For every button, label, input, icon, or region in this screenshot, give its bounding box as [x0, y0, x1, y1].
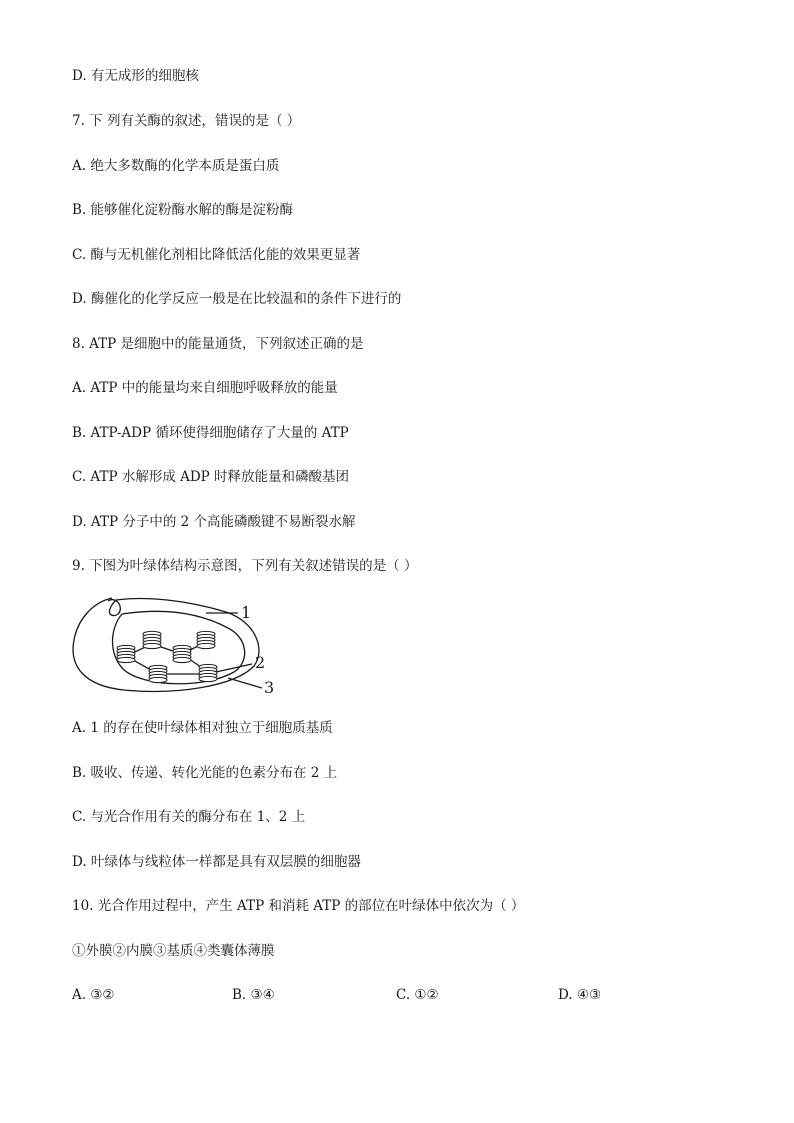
q10-option-d: D. ④③ [558, 987, 602, 1003]
diagram-label-2: 2 [255, 653, 266, 672]
q7-option-c: C. 酶与无机催化剂相比降低活化能的效果更显著 [72, 247, 361, 263]
q10-option-c: C. ①② [396, 987, 439, 1003]
q9-option-a: A. 1 的存在使叶绿体相对独立于细胞质基质 [72, 720, 333, 736]
q8-option-d: D. ATP 分子中的 2 个高能磷酸键不易断裂水解 [72, 514, 356, 530]
q7-stem: 7. 下 列有关酶的叙述，错误的是（ ） [72, 113, 301, 129]
q7-option-a: A. 绝大多数酶的化学本质是蛋白质 [72, 158, 280, 174]
q7-option-b: B. 能够催化淀粉酶水解的酶是淀粉酶 [72, 202, 294, 218]
q6-option-d: D. 有无成形的细胞核 [72, 68, 199, 84]
q10-items: ①外膜②内膜③基质④类囊体薄膜 [72, 943, 275, 959]
q8-option-b: B. ATP-ADP 循环使得细胞储存了大量的 ATP [72, 425, 349, 441]
q9-stem: 9. 下图为叶绿体结构示意图，下列有关叙述错误的是（ ） [72, 558, 418, 574]
q8-option-c: C. ATP 水解形成 ADP 时释放能量和磷酸基团 [72, 469, 350, 485]
q7-option-d: D. 酶催化的化学反应一般是在比较温和的条件下进行的 [72, 291, 402, 307]
q10-options [72, 986, 732, 1004]
diagram-label-1: 1 [241, 603, 252, 622]
q9-option-d: D. 叶绿体与线粒体一样都是具有双层膜的细胞器 [72, 854, 361, 870]
chloroplast-diagram [66, 592, 286, 704]
q9-option-b: B. 吸收、传递、转化光能的色素分布在 2 上 [72, 765, 338, 781]
diagram-label-3: 3 [264, 678, 275, 697]
q10-option-a: A. ③② [72, 987, 115, 1003]
q10-option-b: B. ③④ [232, 987, 275, 1003]
q10-stem: 10. 光合作用过程中，产生 ATP 和消耗 ATP 的部位在叶绿体中依次为（ ） [72, 898, 525, 914]
q8-stem: 8. ATP 是细胞中的能量通货，下列叙述正确的是 [72, 336, 364, 352]
q9-option-c: C. 与光合作用有关的酶分布在 1、2 上 [72, 809, 306, 825]
q8-option-a: A. ATP 中的能量均来自细胞呼吸释放的能量 [72, 380, 338, 396]
